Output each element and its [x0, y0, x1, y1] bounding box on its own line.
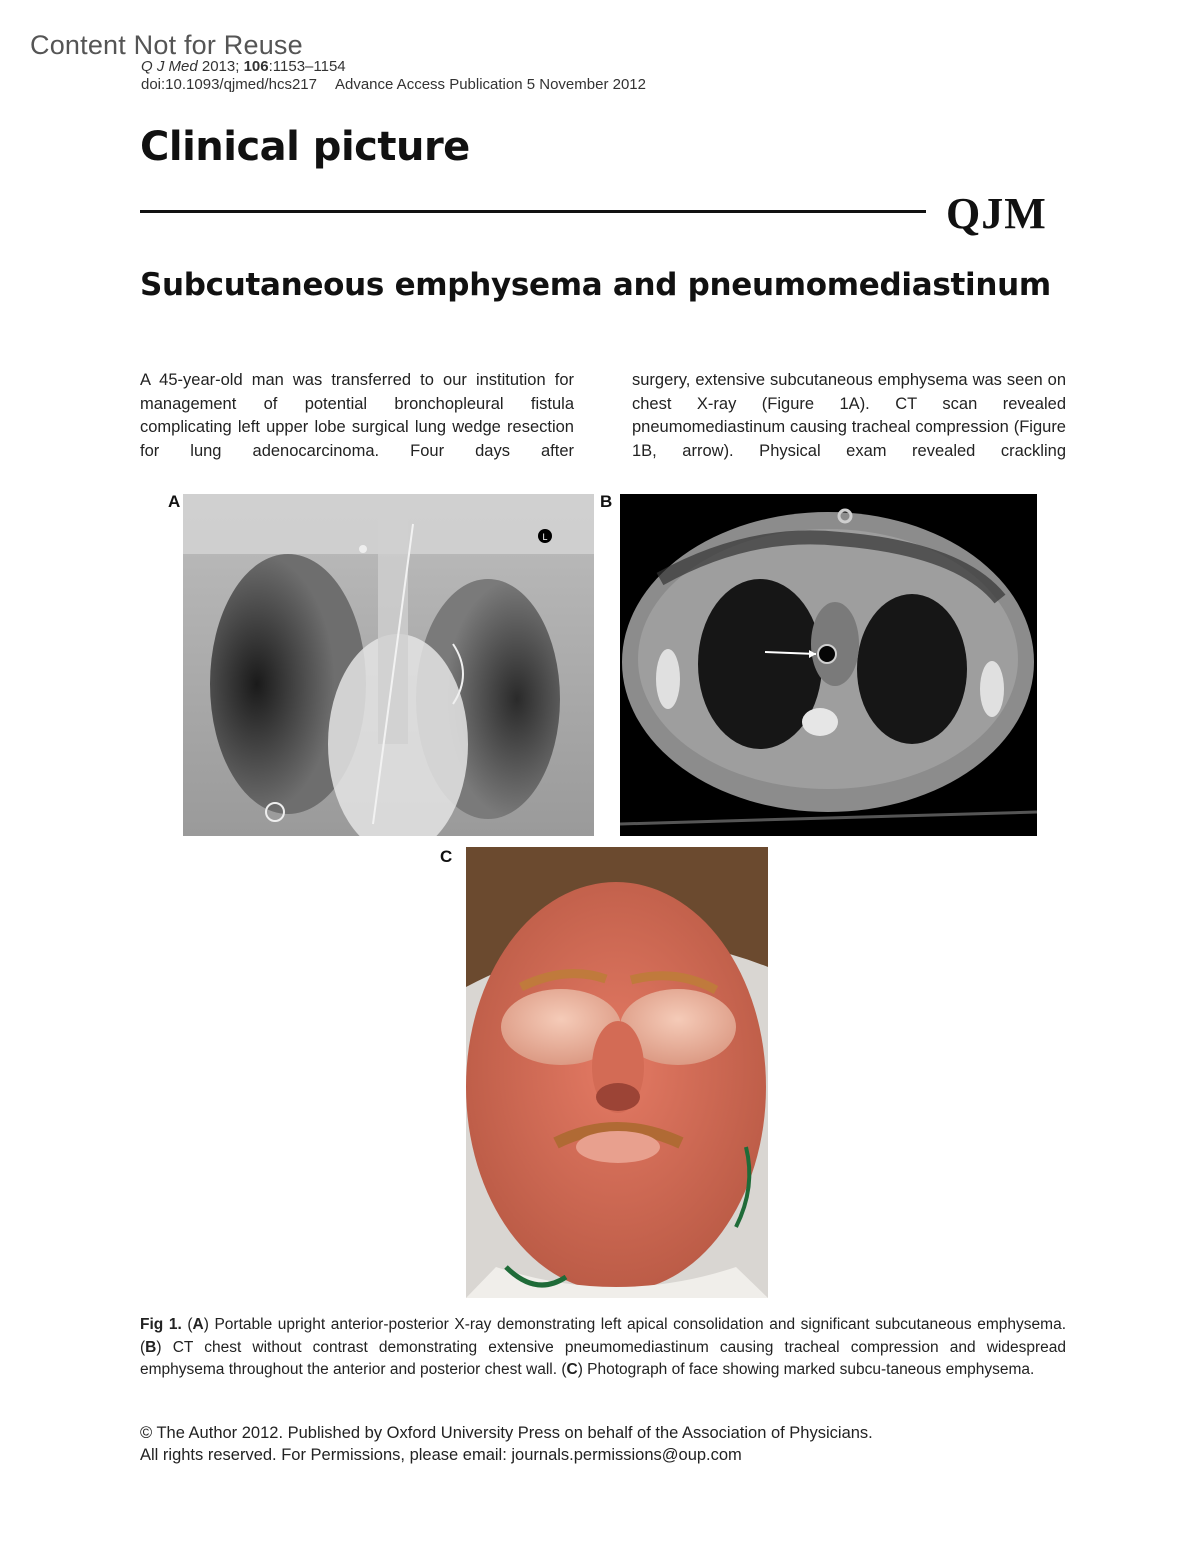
- doi-line: [141, 76, 646, 93]
- copyright-line-2: All rights reserved. For Permissions, please email: journals.permissions@oup.com: [140, 1446, 742, 1464]
- xray-image: [183, 494, 594, 836]
- article-title: Subcutaneous emphysema and pneumomediastinum: [140, 267, 1051, 303]
- citation-year: 2013;: [201, 58, 240, 75]
- caption-a-label: A: [192, 1316, 204, 1333]
- citation-line: [141, 57, 346, 76]
- body-column-right: surgery, extensive subcutaneous emphysema was seen on chest X-ray (Figure 1A). CT scan revealed pneumomediastinum causing tracheal compression (Figure 1B, arrow). Physical exam revealed crackling: [632, 371, 1066, 460]
- xray-marker: L: [542, 532, 548, 542]
- panel-a-label: A: [168, 492, 181, 511]
- advance-access: Advance Access Publication 5 November 2012: [334, 76, 646, 93]
- journal-logo: QJM: [946, 189, 1047, 238]
- doi: doi:10.1093/qjmed/hcs217: [141, 76, 317, 93]
- caption-prefix: Fig 1.: [140, 1316, 182, 1333]
- figure-caption: Fig 1. (A) Portable upright anterior-posterior X-ray demonstrating left apical consolidation and significant subcutaneous emphysema. (B) CT chest without contrast demonstrating extensive pneumomediastinum causing tracheal compression and widespread emphysema throughout the anterior and posterior chest wall. (C) Photograph of face showing marked subcu-taneous emphysema.: [140, 1316, 1067, 1378]
- watermark: Content Not for Reuse: [30, 30, 303, 60]
- section-title: Clinical picture: [140, 124, 470, 170]
- panel-b-label: B: [600, 492, 613, 511]
- copyright-footer: [140, 1422, 873, 1466]
- body-column-left: A 45-year-old man was transferred to our institution for management of potential bronchopleural fistula complicating left upper lobe surgical lung wedge resection for lung adenocarcinoma. Four days after: [140, 371, 574, 460]
- citation-pages: :1153–1154: [268, 58, 346, 75]
- panel-c-label: C: [440, 847, 453, 866]
- caption-a-text: Portable upright anterior-posterior X-ray demonstrating left apical consolidation and significant subcutaneous emphysema.: [214, 1316, 1066, 1333]
- caption-c-label: C: [566, 1361, 578, 1378]
- ct-scan-image: [620, 494, 1037, 836]
- citation-volume: 106: [243, 58, 269, 75]
- header-rule: [140, 210, 926, 213]
- face-photo: [466, 847, 768, 1298]
- journal-abbrev: Q J Med: [141, 58, 198, 75]
- caption-b-label: B: [145, 1338, 157, 1356]
- caption-b-text: CT chest without contrast demonstrating extensive pneumomediastinum causing tracheal compression and widespread emphysema throughout the anterior and posterior chest wall.: [140, 1338, 1067, 1378]
- caption-c-text: Photograph of face showing marked subcu-taneous emphysema.: [587, 1361, 1035, 1378]
- copyright-line-1: © The Author 2012. Published by Oxford University Press on behalf of the Association of Physicians.: [140, 1424, 873, 1442]
